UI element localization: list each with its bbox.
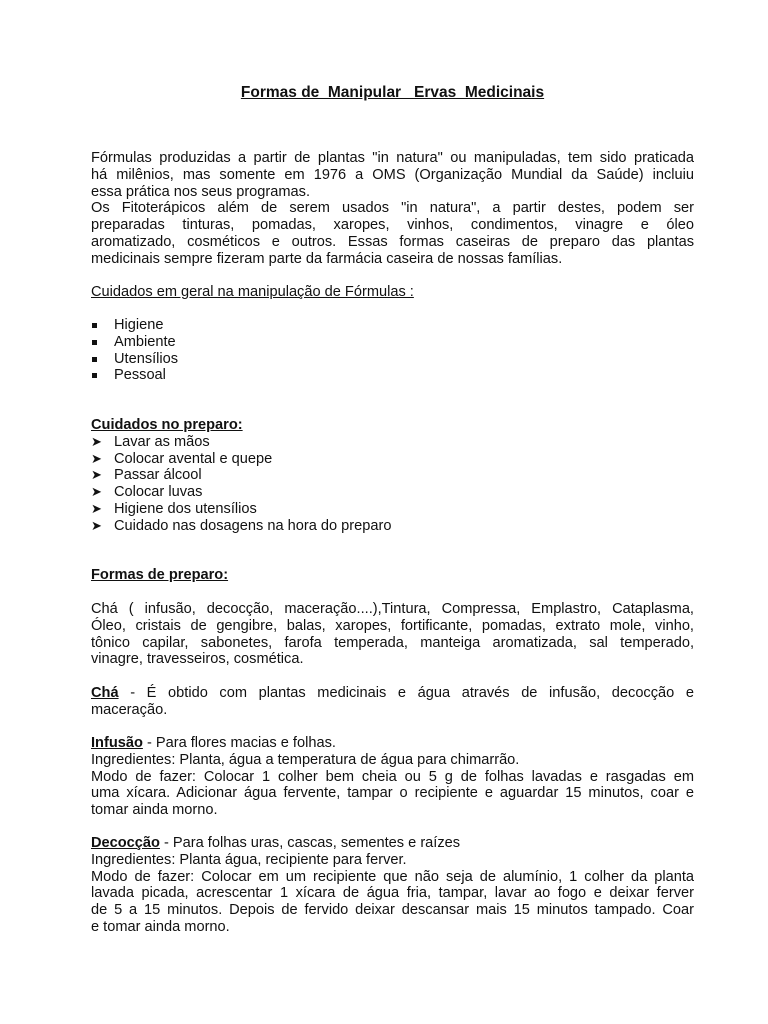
text-line: Óleo, cristais de gengibre, balas, xaropes, fortificante, pomadas, extrato mole, vinho, [91,617,694,634]
text-line: essa prática nos seus programas. [91,183,311,200]
text-line: medicinais sempre fizeram parte da farmácia caseira de nossas famílias. [91,250,563,267]
list-item: ➤ Lavar as mãos [91,433,210,450]
arrow-bullet-icon: ➤ [91,484,102,500]
cha-section [91,685,694,719]
text-line: Infusão - Para flores macias e folhas. [91,735,336,751]
list-item: ➤ Colocar avental e quepe [91,450,273,467]
square-bullet-icon [92,323,97,328]
text-line: uma xícara. Adicionar água fervente, tampar o recipiente e aguardar 15 minutos, coar e [91,785,694,802]
text-line: Os Fitoterápicos além de serem usados "in natura", a partir destes, podem ser [91,200,694,217]
list-item: Ambiente [91,334,694,351]
text-line: Ingredientes: Planta água, recipiente para ferver. [91,851,407,868]
list-item: Higiene [91,317,694,334]
text-line: Modo de fazer: Colocar 1 colher bem cheia ou 5 g de folhas lavadas e rasgadas em [91,768,694,785]
text-line: vinagre, travesseiros, cosmética. [91,651,304,668]
arrow-bullet-icon: ➤ [91,500,102,516]
general-care-section [91,284,694,301]
infusao-term: Infusão [91,735,143,751]
text-line: tomar ainda morno. [91,802,218,819]
text-line: e tomar ainda morno. [91,918,230,935]
text-line: Fórmulas produzidas a partir de plantas "in natura" ou manipuladas, tem sido praticada [91,150,694,166]
list-item: ➤ Higiene dos utensílios [91,500,257,517]
list-item: Utensílios [91,351,694,368]
text-line: maceração. [91,701,168,718]
text-line: Decocção - Para folhas uras, cascas, sementes e raízes [91,835,461,851]
preparation-forms-paragraph [91,601,694,668]
text-line: há milênios, mas somente em 1976 a OMS (Organização Mundial da Saúde) incluiu [91,166,694,183]
arrow-bullet-icon: ➤ [91,450,102,466]
arrow-bullet-icon: ➤ [91,467,102,483]
infusao-section [91,735,694,819]
text-line: de 5 a 15 minutos. Depois de fervido deixar descansar mais 15 minutos tampado. Coar [91,902,694,919]
text-line: aromatizado, cosméticos e outros. Essas formas caseiras de preparo das plantas [91,233,694,250]
list-item: ➤ Cuidado nas dosagens na hora do preparo [91,517,392,534]
square-bullet-icon [92,357,97,362]
text-line: Chá ( infusão, decocção, maceração....),Tintura, Compressa, Emplastro, Cataplasma, [91,601,694,617]
text-line: Ingredientes: Planta, água a temperatura de água para chimarrão. [91,751,520,768]
preparation-care-section [91,417,694,535]
square-bullet-icon [92,373,97,378]
decoccao-term: Decocção [91,835,160,851]
list-item: Pessoal [91,367,694,384]
arrow-bullet-icon: ➤ [91,433,102,449]
square-bullet-icon [92,340,97,345]
arrow-bullet-icon: ➤ [91,517,102,533]
text-line: tônico capilar, sabonetes, farofa temperada, manteiga aromatizada, sal temperado, [91,634,694,651]
text-line: Modo de fazer: Colocar em um recipiente que não seja de alumínio, 1 colher da planta [91,868,694,885]
text-line: preparadas tinturas, pomadas, xaropes, vinhos, condimentos, vinagre e óleo [91,217,694,234]
decoccao-section [91,835,694,936]
list-item: ➤ Colocar luvas [91,484,203,501]
preparation-forms-heading: Formas de preparo: [91,567,229,583]
list-item: ➤ Passar álcool [91,467,202,484]
intro-paragraph-1 [91,150,694,200]
document-title: Formas de Manipular Ervas Medicinais [240,84,545,101]
cha-term: Chá [91,685,119,701]
text-line: lavada picada, acrescentar 1 xícara de água fria, tampar, lavar ao fogo e deixar ferver [91,885,694,902]
preparation-care-heading: Cuidados no preparo: [91,417,243,433]
general-care-heading: Cuidados em geral na manipulação de Fórmulas : [91,284,414,300]
preparation-forms-section [91,567,694,584]
general-care-list [91,317,694,384]
intro-paragraph-2 [91,200,694,267]
text-line: Chá - É obtido com plantas medicinais e água através de infusão, decocção e [91,685,694,701]
